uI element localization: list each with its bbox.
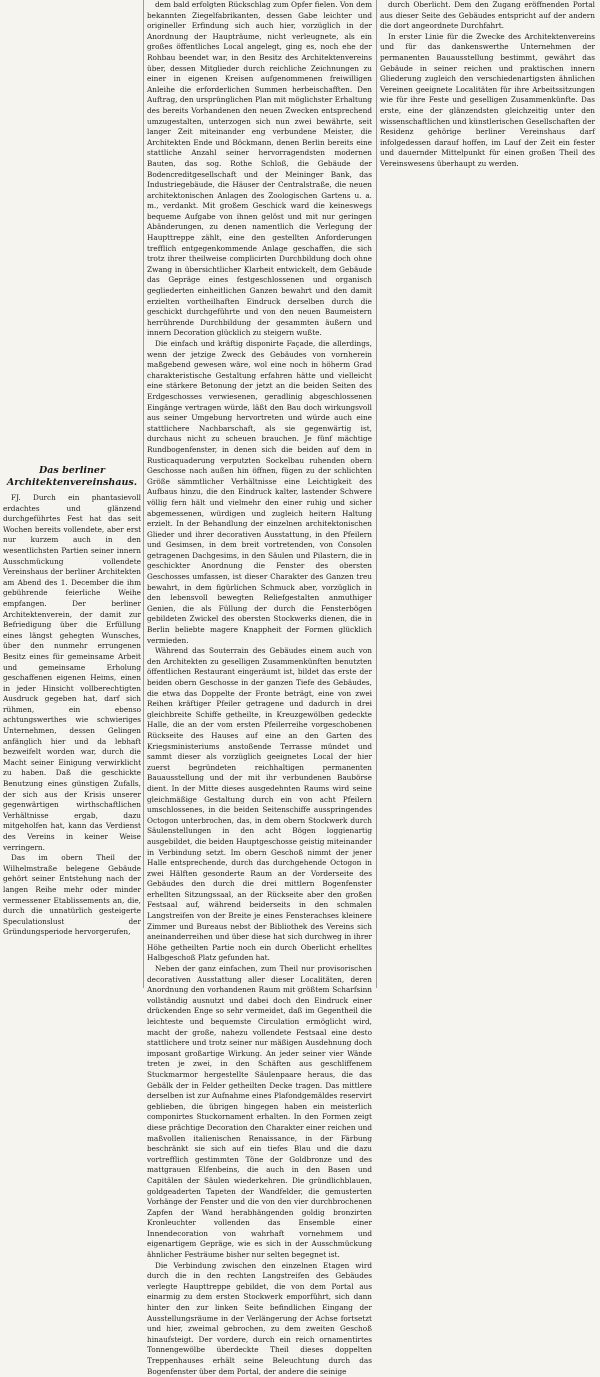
headline-line-2: Architektenvereinshaus. bbox=[6, 477, 138, 488]
column-divider bbox=[376, 0, 377, 988]
headline-line-1: Das berliner bbox=[39, 465, 105, 476]
paragraph: Die Verbindung zwischen den einzelnen Etagen wird durch die in den rechten Langstreifen des Gebäudes verlegte Haupttreppe gebildet, die von dem Portal aus einarmig zu dem ersten Stockwerk emporführt, sich dann hinter den zur linken Seite befindlichen Eingang der Ausstellungsräume in der Verlängerung der Achse fortsetzt und hier, zweimal gebrochen, zu dem zweiten Geschoß hinaufsteigt. Der vordere, durch ein reich ornamentirtes Tonnengewölbe überdeckte Theil dieses doppelten Treppenhauses erhält seine Beleuchtung durch das Bogenfenster über dem Portal, der andere die seinige bbox=[147, 1260, 372, 1376]
paragraph: FJ. Durch ein phantasievoll erdachtes und glänzend durchgeführtes Fest hat das seit Wochen bereits vollendete, aber erst nur kurzem auch in den wesentlichsten Partien seiner innern Ausschmückung vollendete Vereinshaus der berliner Architekten am Abend des 1. December die ihm gebührende feierliche Weihe empfangen. Der berliner Architektenverein, der damit zur Befriedigung über die Erfüllung eines längst gehegten Wunsches, über den nunmehr errungenen Besitz eines für gemeinsame Arbeit und gemeinsame Erholung geschaffenen eigenen Heims, einen in jeder Hinsicht vollberechtigten Ausdruck gegeben hat, darf sich rühmen, ein ebenso achtungswerthes wie schwieriges Unternehmen, dessen Gelingen anfänglich hier und da lebhaft bezweifelt worden war, durch die Macht seiner Einigung verwirklicht zu haben. Daß die geschickte Benutzung eines günstigen Zufalls, der sich aus der Krisis unserer gegenwärtigen wirthschaftlichen Verhältnisse ergab, dazu mitgeholfen hat, kann das Verdienst des Vereins in keiner Weise verringern. bbox=[3, 493, 141, 852]
column-divider bbox=[143, 0, 144, 988]
article-column-2 bbox=[147, 0, 372, 1376]
article-headline bbox=[3, 465, 141, 489]
article-column-1 bbox=[3, 10, 141, 988]
paragraph: In erster Linie für die Zwecke des Architektenvereins und für das dankenswerthe Unternehmen der permanenten Bauausstellung bestimmt, gewährt das Gebäude in seiner reichen und praktischen innern Gliederung zugleich den verschiedenartigsten ähnlichen Vereinen geeignete Localitäten für ihre Arbeitssitzungen wie für ihre Feste und geselligen Zusammenkünfte. Das erste, eine der glänzendsten gleichzeitig unter den wissenschaftlichen und künstlerischen Gesellschaften der Residenz gehörige berliner Vereinshaus darf infolgedessen darauf hoffen, im Lauf der Zeit ein fester und dauernder Mittelpunkt für einen großen Theil des Vereinswesens überhaupt zu werden. bbox=[380, 31, 595, 168]
article-column-3 bbox=[380, 0, 595, 168]
paragraph: dem bald erfolgten Rückschlag zum Opfer fielen. Von dem bekannten Ziegelfabrikanten, dessen Gabe leichter und origineller Erfindung sich auch hier, vorzüglich in der Anordnung der Haupträume, nicht verleugnete, als ein großes öffentliches Local angelegt, ging es, noch ehe der Rohbau beendet war, in den Besitz des Architektenvereins über, dessen Mitglieder durch reichliche Zeichnungen zu einer in eigenen Kreisen aufgenommenen freiwilligen Anleihe die erforderlichen Summen herbeischafften. Den Auftrag, den ursprünglichen Plan mit möglichster Erhaltung des bereits Vorhandenen den neuen Zwecken entsprechend umzugestalten, unterzogen sich nun zwei bewährte, seit langer Zeit miteinander eng verbundene Meister, die Architekten Ende und Böckmann, denen Berlin bereits eine stattliche Anzahl seiner hervorragendsten modernen Bauten, das sog. Rothe Schloß, die Gebäude der Bodencreditgesellschaft und der Meininger Bank, das Industriegebäude, die Häuser der Centralstraße, die neuen architektonischen Anlagen des Zoologischen Gartens u. a. m., verdankt. Mit großem Geschick ward die keineswegs bequeme Aufgabe von ihnen gelöst und mit nur geringen Abänderungen, zu denen namentlich die Verlegung der Haupttreppe zählt, eine den gestellten Anforderungen trefflich entgegenkommende Anlage geschaffen, die sich trotz ihrer theilweise complicirten Durchbildung doch ohne Zwang in übersichtlicher Klarheit entwickelt, dem Gebäude das Gepräge eines festgeschlossenen und organisch gegliederten einheitlichen Ganzen bewahrt und den damit erzielten vortheilhaften Eindruck derselben durch die geschickt durchgeführte und von den neuen Baumeistern herrührende Durchbildung der gesammten äußern und innern Decoration glücklich zu steigern wußte. bbox=[147, 0, 372, 338]
paragraph: Neben der ganz einfachen, zum Theil nur provisorischen decorativen Ausstattung aller dieser Localitäten, deren Anordnung den vorhandenen Raum mit größtem Scharfsinn vollständig ausnutzt und dabei doch den Eindruck einer drückenden Enge so sehr vermeidet, daß im Gegentheil die leichteste und bequemste Circulation ermöglicht wird, macht der große, nahezu vollendete Festsaal eine desto stattlichere und trotz seiner nur mäßigen Ausdehnung doch imposant großartige Wirkung. An jeder seiner vier Wände treten je zwei, in den Schäften aus geschliffenem Stuckmarmor hergestellte Säulenpaare heraus, die das Gebälk der in Felder getheilten Decke tragen. Das mittlere derselben ist zur Aufnahme eines Plafondgemäldes reservirt geblieben, die übrigen hingegen haben ein meisterlich componirtes Stuckornament erhalten. In den Formen zeigt diese prächtige Decoration den Charakter einer reichen und maßvollen italienischen Renaissance, in der Färbung beschränkt sie sich auf ein tiefes Blau und die dazu vortrefflich gestimmten Töne der Goldbronze und des mattgrauen Elfenbeins, die auch in den Basen und Capitälen der Säulen wiederkehren. Die gründlichblauen, goldgeaderten Tapeten der Wandfelder, die gemusterten Vorhänge der Fenster und die von den vier durchbrochenen Zapfen der Wand herabhängenden goldig bronzirten Kronleuchter vollenden das Ensemble einer Innendecoration von wahrhaft vornehmem und eigenartigem Gepräge, wie es sich in der Ausschmückung ähnlicher Festräume bisher nur selten begegnet ist. bbox=[147, 964, 372, 1260]
paragraph: durch Oberlicht. Dem den Zugang eröffnenden Portal aus dieser Seite des Gebäudes entspricht auf der andern die dort angeordnete Durchfahrt. bbox=[380, 0, 595, 31]
paragraph: Das im obern Theil der Wilhelmstraße belegene Gebäude gehört seiner Entstehung nach der langen Reihe mehr oder minder vermessener Etablissements an, die, durch die unnatürlich gesteigerte Speculationslust der Gründungsperiode hervorgerufen, bbox=[3, 853, 141, 937]
paragraph: Die einfach und kräftig disponirte Façade, die allerdings, wenn der jetzige Zweck des Gebäudes von vornherein maßgebend gewesen wäre, wol eine noch in höherm Grad charakteristische Gestaltung erfahren hätte und vielleicht eine stärkere Betonung der jetzt an die beiden Seiten des Erdgeschosses verwiesenen, geradlinig abgeschlossenen Eingänge vertragen würde, läßt den Bau doch wirkungsvoll aus seiner Umgebung hervortreten und würde auch eine stattlichere Nachbarschaft, als sie gegenwärtig ist, durchaus nicht zu scheuen brauchen. Je fünf mächtige Rundbogenfenster, in denen sich die beiden auf dem in Rusticaquaderung verputzten Sockelbau ruhenden obern Geschosse nach außen hin öffnen, fügen zu der schlichten Größe sämmtlicher Verhältnisse eine Leichtigkeit des Aufbaus hinzu, die den Eindruck kalter, lastender Schwere völlig fern hält und vielmehr den einer ruhig und sicher abgemessenen, würdigen und zugleich heitern Haltung erzielt. In der Behandlung der einzelnen architektonischen Glieder und ihrer decorativen Ausstattung, in den Pfeilern und Gesimsen, in dem breit vortretenden, von Consolen getragenen Dachgesims, in den Säulen und Pilastern, die in geschickter Anordnung die Fenster des obersten Geschosses umfassen, ist dieser Charakter des Ganzen treu bewahrt, in dem figürlichen Schmuck aber, vorzüglich in den lebensvoll bewegten Reliefgestalten anmuthiger Genien, die als Füllung der durch die Fensterbögen gebildeten Zwickel des obersten Stockwerks dienen, die in Berlin beliebte magere Knappheit der Formen glücklich vermieden. bbox=[147, 339, 372, 645]
paragraph: Während das Souterrain des Gebäudes einem auch von den Architekten zu geselligen Zusammenkünften benutzten öffentlichen Restaurant eingeräumt ist, bildet das erste der beiden obern Geschosse in der ganzen Tiefe des Gebäudes, die etwa das Doppelte der Fronte beträgt, eine von zwei Reihen kräftiger Pfeiler getragene und dadurch in drei gleichbreite Schiffe getheilte, in Kreuzgewölben gedeckte Halle, die an der vom ersten Pfeilerreihe vorgeschobenen Rückseite des Hauses auf eine an den Garten des Kriegsministeriums anstoßende Terrasse mündet und sammt dieser als vorzüglich geeignetes Local der hier zuerst begründeten reichhaltigen permanenten Bauausstellung und der mit ihr verbundenen Baubörse dient. In der Mitte dieses ausgedehnten Raums wird seine gleichmäßige Gestaltung durch ein von acht Pfeilern umschlossenes, in die beiden Seitenschiffe ausspringendes Octogon unterbrochen, das, in dem obern Stockwerk durch Säulenstellungen in den acht Bögen loggienartig ausgebildet, die beiden Hauptgeschosse geistig miteinander in Verbindung setzt. Im obern Geschoß nimmt der jener Halle entsprechende, durch das durchgehende Octogon in zwei Hälften gesonderte Raum an der Vorderseite des Gebäudes den durch die drei mittlern Bogenfenster erhellten Sitzungssaal, an der Rückseite aber den großen Festsaal auf, während beiderseits in den schmalen Langstreifen von der Breite je eines Fensterachses kleinere Zimmer und Bureaus nebst der Bibliothek des Vereins sich aneinanderreihen und über diese hat sich durchweg in ihrer Höhe getheilten Partie noch ein durch Oberlicht erhelltes Halbgeschoß Platz gefunden hat. bbox=[147, 646, 372, 963]
